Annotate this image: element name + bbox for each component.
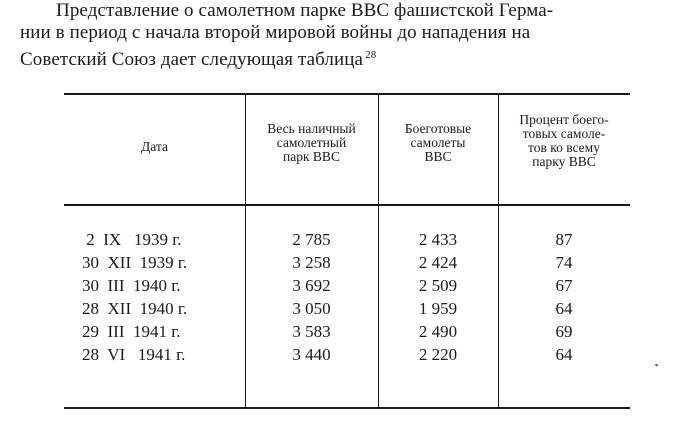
intro-line-1: Представление о самолетном парке ВВС фашистской Герма- bbox=[56, 0, 554, 21]
header-percent-line-2: товых самоле- bbox=[522, 126, 606, 141]
table-top-rule bbox=[64, 93, 630, 95]
row-total: 2 785 bbox=[292, 230, 331, 249]
header-percent-line-3: тов ко всему bbox=[528, 140, 600, 155]
scan-speck bbox=[655, 363, 659, 366]
row-percent: 64 bbox=[555, 345, 573, 364]
intro-line-3-text: Советский Союз дает следующая таблица bbox=[20, 49, 364, 70]
intro-paragraph bbox=[20, 0, 692, 71]
row-percent: 87 bbox=[555, 230, 573, 249]
header-percent bbox=[498, 113, 630, 169]
header-ready-line-3: ВВС bbox=[424, 149, 452, 164]
row-ready: 2 433 bbox=[418, 230, 458, 249]
row-total: 3 440 bbox=[292, 345, 331, 364]
row-total: 3 692 bbox=[292, 276, 331, 295]
row-ready: 1 959 bbox=[418, 299, 458, 318]
row-percent: 69 bbox=[555, 322, 573, 341]
header-total bbox=[245, 122, 378, 164]
intro-line-3 bbox=[20, 44, 692, 71]
row-percent: 67 bbox=[555, 276, 573, 295]
row-total: 3 050 bbox=[292, 299, 331, 318]
row-date: 29 III 1941 г. bbox=[82, 322, 181, 341]
row-total: 3 258 bbox=[292, 253, 331, 272]
header-total-line-1: Весь наличный bbox=[267, 121, 356, 136]
row-date: 30 XII 1939 г. bbox=[82, 253, 188, 272]
header-total-line-3: парк ВВС bbox=[283, 149, 340, 164]
row-date: 28 XII 1940 г. bbox=[82, 299, 188, 318]
row-date: 2 IX 1939 г. bbox=[82, 230, 182, 249]
header-ready-line-1: Боеготовые bbox=[404, 121, 472, 136]
row-ready: 2 509 bbox=[418, 276, 458, 295]
row-date: 28 VI 1941 г. bbox=[82, 345, 186, 364]
header-ready-line-2: самолеты bbox=[410, 135, 466, 150]
row-total: 3 583 bbox=[292, 322, 331, 341]
row-percent: 74 bbox=[555, 253, 573, 272]
header-percent-line-1: Процент боего- bbox=[519, 112, 609, 127]
intro-line-2: нии в период с начала второй мировой войны до нападения на bbox=[20, 22, 531, 43]
row-ready: 2 424 bbox=[418, 253, 458, 272]
table-header-rule bbox=[64, 204, 630, 206]
footnote-ref: 28 bbox=[365, 49, 377, 61]
header-ready bbox=[378, 122, 498, 164]
table-bottom-rule bbox=[64, 407, 630, 409]
row-percent: 64 bbox=[555, 299, 573, 318]
header-date bbox=[64, 140, 245, 154]
row-ready: 2 490 bbox=[418, 322, 458, 341]
header-date-text: Дата bbox=[141, 139, 168, 154]
row-date: 30 III 1940 г. bbox=[82, 276, 181, 295]
header-total-line-2: самолетный bbox=[276, 135, 347, 150]
header-percent-line-4: парку ВВС bbox=[532, 154, 596, 169]
row-ready: 2 220 bbox=[418, 345, 458, 364]
